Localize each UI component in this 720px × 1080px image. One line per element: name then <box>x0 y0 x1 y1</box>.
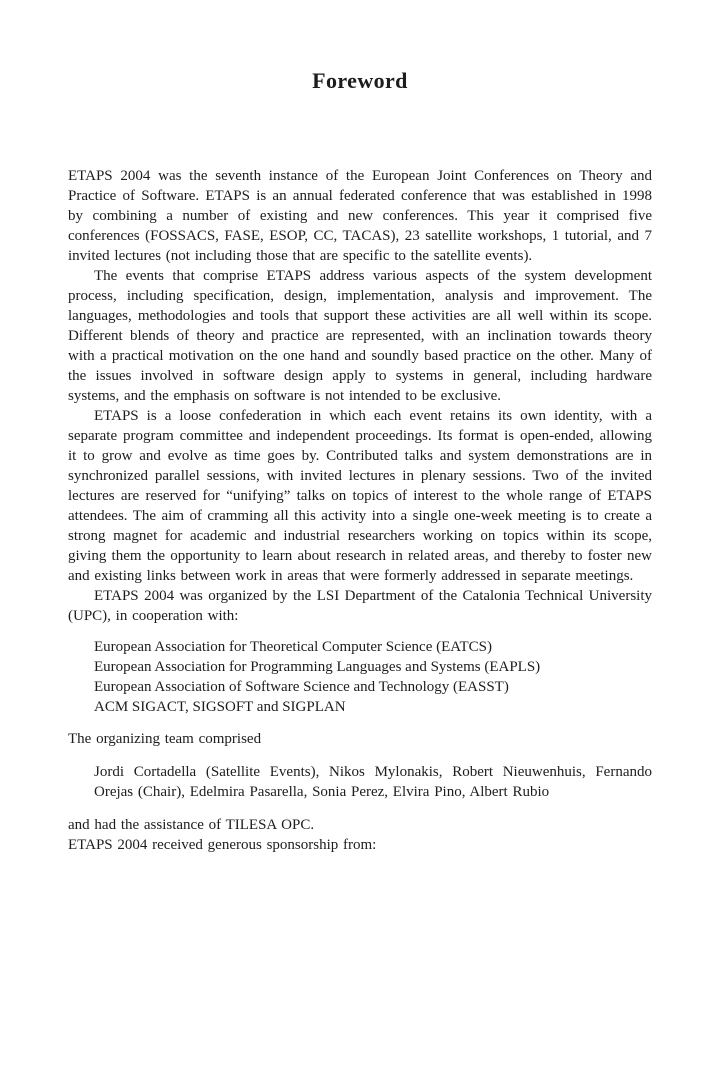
paragraph-confederation: ETAPS is a loose confederation in which each event retains its own identity, with a separate program committee and independent proceedings. Its format is open-ended, allowing it to grow and evolve as time goes by. Contributed talks and system demonstrations are in synchronized parallel sessions, with invited lectures in plenary sessions. Two of the invited lectures are reserved for “unifying” talks on topics of interest to the whole range of ETAPS attendees. The aim of cramming all this activity into a single one-week meeting is to create a strong magnet for academic and industrial researchers working on topics within its scope, giving them the opportunity to learn about research in related areas, and thereby to foster new and existing links between work in areas that were formerly addressed in separate meetings. <box>68 408 652 584</box>
organizing-team-list: Jordi Cortadella (Satellite Events), Nikos Mylonakis, Robert Nieuwenhuis, Fernando Orejas (Chair), Edelmira Pasarella, Sonia Perez, Elvira Pino, Albert Rubio <box>94 764 652 800</box>
page-title: Foreword <box>312 68 408 93</box>
paragraph-organization: ETAPS 2004 was organized by the LSI Department of the Catalonia Technical University (UPC), in cooperation with: <box>68 588 652 624</box>
body-text <box>68 166 652 855</box>
association-item-easst: European Association of Software Science and Technology (EASST) <box>94 679 509 695</box>
closing-line-sponsorship: ETAPS 2004 received generous sponsorship from: <box>68 837 377 853</box>
paragraph-events: The events that comprise ETAPS address various aspects of the system development process, including specification, design, implementation, analysis and improvement. The languages, methodologies and tools that support these activities are all well within its scope. Different blends of theory and practice are represented, with an inclination towards theory with a practical motivation on the one hand and soundly based practice on the other. Many of the issues involved in software design apply to systems in general, including hardware systems, and the emphasis on software is not intended to be exclusive. <box>68 268 652 404</box>
closing-line-assistance: and had the assistance of TILESA OPC. <box>68 817 315 833</box>
paragraph-intro: ETAPS 2004 was the seventh instance of the European Joint Conferences on Theory and Practice of Software. ETAPS is an annual federated conference that was established in 1998 by combining a number of existing and new conferences. This year it comprised five conferences (FOSSACS, FASE, ESOP, CC, TACAS), 23 satellite workshops, 1 tutorial, and 7 invited lectures (not including those that are specific to the satellite events). <box>68 168 652 264</box>
organizing-team-intro: The organizing team comprised <box>68 731 262 747</box>
association-item-acm: ACM SIGACT, SIGSOFT and SIGPLAN <box>94 699 346 715</box>
association-item-eapls: European Association for Programming Languages and Systems (EAPLS) <box>94 659 541 675</box>
association-item-eatcs: European Association for Theoretical Computer Science (EATCS) <box>94 639 492 655</box>
association-list <box>94 637 652 717</box>
